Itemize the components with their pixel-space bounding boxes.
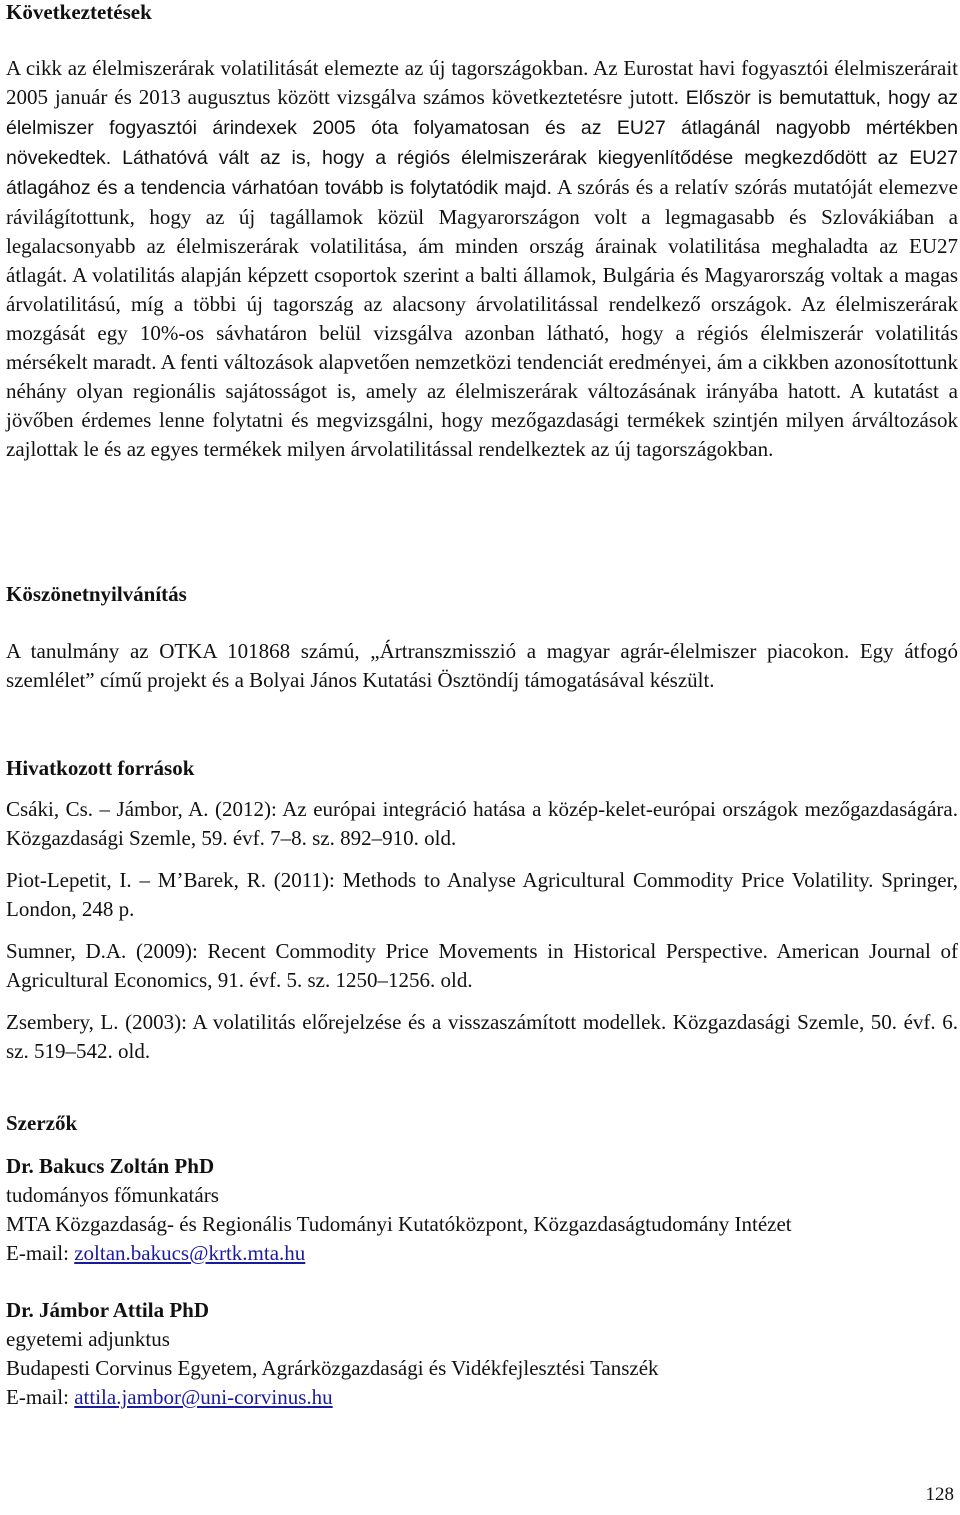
- section-heading-acknowledgement: Köszönetnyilvánítás: [6, 582, 187, 606]
- email-label: E-mail:: [6, 1241, 75, 1265]
- conclusions-text-3: A szórás és a relatív szórás mutatóját elemezve rávilágítottunk, hogy az új tagállamok közül Magyarországon volt a legmagasabb és Szlovákiában a legalacsonyabb az élelmiszerárak volatilitása, ám minden ország árainak volatilitása meghaladta az EU27 átlagát. A volatilitás alapján képzett csoportok szerint a balti államok, Bulgária és Magyarország voltak a magas árvolatilitású, míg a többi új tagország az alacsony árvolatilitással rendelkező országok. Az élelmiszerárak mozgását egy 10%-os sávhatáron belül vizsgálva azonban látható, hogy a régiós élelmiszerár volatilitás mérsékelt maradt. A fenti változások alapvetően nemzetközi tendenciát eredményei, ám a cikkben azonosítottunk néhány olyan regionális sajátosságot is, amely az élelmiszerárak változásának irányába hatott. A kutatást a jövőben érdemes lenne folytatni és megvizsgálni, hogy mezőgazdasági termékek szintjén milyen árváltozások zajlottak le és az egyes termékek milyen árvolatilitással rendelkeztek az új tagországokban.: [6, 175, 958, 461]
- author-block: [6, 1152, 958, 1268]
- acknowledgement-paragraph: A tanulmány az OTKA 101868 számú, „Ártranszmisszió a magyar agrár-élelmiszer piacokon. Egy átfogó szemlélet” című projekt és a Bolyai János Kutatási Ösztöndíj támogatásával készült.: [6, 639, 958, 692]
- section-heading-authors: Szerzők: [6, 1111, 78, 1135]
- reference-item: Csáki, Cs. – Jámbor, A. (2012): Az európai integráció hatása a közép-kelet-európai országok mezőgazdaságára. Közgazdasági Szemle, 59. évf. 7–8. sz. 892–910. old.: [6, 797, 958, 850]
- conclusions-text-2: Először is bemutattuk, hogy az élelmiszer fogyasztói árindexek 2005 óta folyamatosan és az EU27 átlagánál nagyobb mértékben növekedtek. Láthatóvá vált az is, hogy a régiós élelmiszerárak kiegyenlítődése megkezdődött az EU27 átlagához és a tendencia várhatóan tovább is folytatódik majd.: [6, 87, 958, 199]
- author-email-line: [6, 1383, 958, 1412]
- section-heading-conclusions: Következtetések: [6, 0, 152, 24]
- author-email-line: [6, 1239, 958, 1268]
- page-number: 128: [925, 1484, 954, 1505]
- reference-item: Piot-Lepetit, I. – M’Barek, R. (2011): Methods to Analyse Agricultural Commodity Price Volatility. Springer, London, 248 p.: [6, 868, 958, 921]
- section-heading-references: Hivatkozott források: [6, 756, 195, 780]
- author-name: Dr. Jámbor Attila PhD: [6, 1298, 210, 1322]
- reference-item: Zsembery, L. (2003): A volatilitás előrejelzése és a visszaszámított modellek. Közgazdasági Szemle, 50. évf. 6. sz. 519–542. old.: [6, 1010, 958, 1063]
- conclusions-paragraph: [6, 54, 958, 464]
- author-title: egyetemi adjunktus: [6, 1327, 170, 1351]
- author-affiliation: Budapesti Corvinus Egyetem, Agrárközgazdasági és Vidékfejlesztési Tanszék: [6, 1356, 659, 1380]
- author-title: tudományos főmunkatárs: [6, 1183, 219, 1207]
- reference-item: Sumner, D.A. (2009): Recent Commodity Price Movements in Historical Perspective. American Journal of Agricultural Economics, 91. évf. 5. sz. 1250–1256. old.: [6, 939, 958, 992]
- author-name: Dr. Bakucs Zoltán PhD: [6, 1154, 215, 1178]
- author-affiliation: MTA Közgazdaság- és Regionális Tudományi Kutatóközpont, Közgazdaságtudomány Intézet: [6, 1212, 792, 1236]
- conclusions-text-1: A cikk az élelmiszerárak volatilitását elemezte az új tagországokban. Az Eurostat havi fogyasztói élelmiszerárait 2005 január és 2013 augusztus között vizsgálva számos következtetésre jutott.: [6, 56, 958, 109]
- email-label: E-mail:: [6, 1385, 75, 1409]
- author-block: [6, 1296, 958, 1412]
- author-email-link[interactable]: zoltan.bakucs@krtk.mta.hu: [74, 1241, 306, 1265]
- author-email-link[interactable]: attila.jambor@uni-corvinus.hu: [74, 1385, 333, 1409]
